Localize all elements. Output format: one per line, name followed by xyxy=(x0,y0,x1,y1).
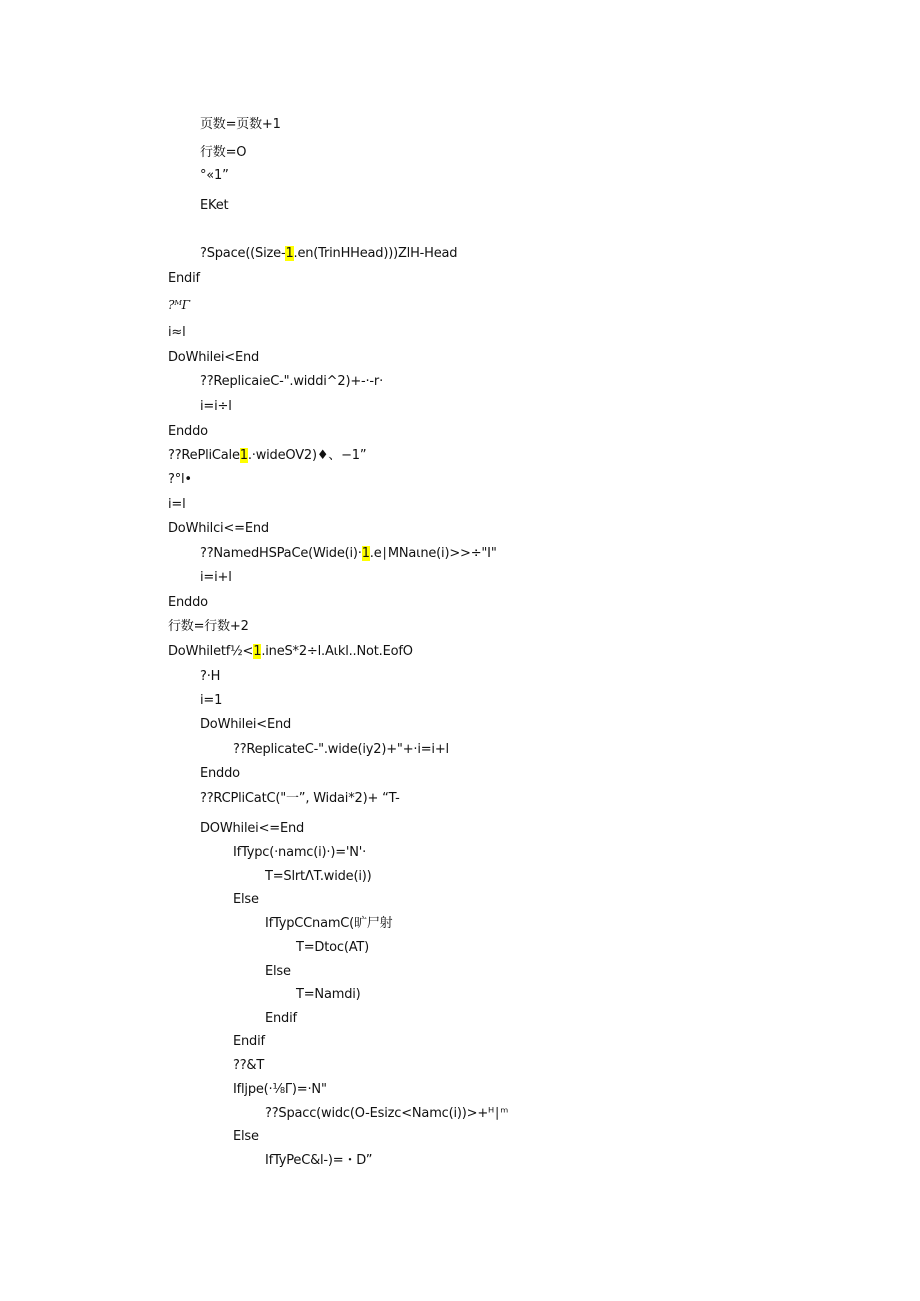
code-text: .ineS*2÷l.Aιkl..Not.EofO xyxy=(261,644,413,659)
code-text: Enddo xyxy=(168,595,208,610)
code-text: ??ReplicateC-".wide(iy2)+"+‧i=i+l xyxy=(233,742,449,757)
code-text: .‧wideOV2)♦、−1” xyxy=(247,448,367,463)
code-text: Endif xyxy=(265,1011,297,1026)
code-line xyxy=(200,197,228,215)
code-text: IfTyPeC&l-)=・D” xyxy=(265,1153,373,1168)
code-text: i=1 xyxy=(200,693,223,708)
code-line xyxy=(200,373,383,391)
code-line xyxy=(200,692,222,710)
code-line xyxy=(265,1152,372,1170)
code-line xyxy=(200,116,281,134)
code-text: ?ᴹΓ xyxy=(168,298,190,312)
code-line xyxy=(168,270,200,288)
code-text: T=SlrtΛT.wide(i)) xyxy=(265,869,372,884)
code-line xyxy=(168,447,366,465)
highlighted-text: 1 xyxy=(239,448,248,463)
code-text: ??RCPliCatC("一”, Widai*2)+ “T- xyxy=(200,791,400,806)
code-line xyxy=(233,1128,259,1146)
code-line xyxy=(265,963,291,981)
code-line xyxy=(200,398,232,416)
code-line xyxy=(168,324,186,342)
code-line xyxy=(168,520,269,538)
code-line xyxy=(296,986,361,1004)
code-text: ??Spacc(widc(O-Esizc<Namc(i))>+ᴴ∣ᵐ xyxy=(265,1106,509,1121)
code-line xyxy=(200,716,291,734)
code-text: Else xyxy=(233,892,259,907)
code-line xyxy=(168,496,186,514)
code-text: DoWhilei<End xyxy=(200,717,292,732)
code-line xyxy=(265,1105,508,1123)
code-text: ??&T xyxy=(233,1058,265,1073)
code-line xyxy=(200,790,400,808)
code-line xyxy=(168,296,190,315)
highlighted-text: 1 xyxy=(253,644,262,659)
code-text: T=Namdi) xyxy=(296,987,361,1002)
highlighted-text: 1 xyxy=(285,246,294,261)
code-line xyxy=(233,1033,265,1051)
code-line xyxy=(168,471,192,489)
code-line xyxy=(296,939,369,957)
code-line xyxy=(200,167,229,185)
code-text: i=l xyxy=(168,497,186,512)
code-text: Endif xyxy=(233,1034,265,1049)
code-text: i≈l xyxy=(168,325,186,340)
code-line xyxy=(168,594,208,612)
code-text: Endif xyxy=(168,271,200,286)
code-line xyxy=(265,1010,297,1028)
code-text: Enddo xyxy=(200,766,240,781)
highlighted-text: 1 xyxy=(361,546,370,561)
code-text: Ifljpe(‧⅛Γ)=‧N" xyxy=(233,1082,327,1097)
code-text: ??NamedHSPaCe(Wide(i)‧ xyxy=(200,546,362,561)
code-text: DoWhilci<=End xyxy=(168,521,269,536)
code-line xyxy=(200,765,240,783)
code-text: ?Space((Size- xyxy=(200,246,286,261)
code-line xyxy=(200,569,232,587)
code-text: .en(TrinHHead)))ZlH-Head xyxy=(293,246,458,261)
code-line xyxy=(200,820,304,838)
code-text: 行数=O xyxy=(200,145,247,160)
code-text: DOWhilei<=End xyxy=(200,821,305,836)
code-text: DoWhiletf½< xyxy=(168,644,254,659)
code-text: ?°l• xyxy=(168,472,192,487)
code-text: ??RePliCale xyxy=(168,448,240,463)
code-text: ??ReplicaieC-".widdi^2)+-‧-r‧ xyxy=(200,374,384,389)
code-line xyxy=(168,618,249,636)
code-line xyxy=(233,1081,327,1099)
code-line xyxy=(265,915,392,933)
code-text: DoWhilei<End xyxy=(168,350,260,365)
code-line xyxy=(233,844,366,862)
code-text: Else xyxy=(265,964,291,979)
code-line xyxy=(168,423,208,441)
code-line xyxy=(265,868,371,886)
code-text: IfTypCCnamC(旷尸射 xyxy=(265,916,393,931)
code-text: °«1” xyxy=(200,168,229,183)
code-text: ?‧H xyxy=(200,669,221,684)
code-line xyxy=(200,668,220,686)
code-text: 行数=行数+2 xyxy=(168,619,249,634)
code-line xyxy=(168,349,259,367)
code-line xyxy=(200,245,457,263)
code-line xyxy=(200,144,246,162)
code-line xyxy=(200,545,497,563)
code-text: IfTypc(‧namc(i)‧)='N'‧ xyxy=(233,845,367,860)
code-line xyxy=(233,1057,264,1075)
code-text: i=i+l xyxy=(200,570,232,585)
code-text: EKet xyxy=(200,198,229,213)
code-text: Else xyxy=(233,1129,259,1144)
code-text: Enddo xyxy=(168,424,208,439)
code-text: 页数=页数+1 xyxy=(200,117,281,132)
code-text: i=i÷l xyxy=(200,399,232,414)
code-line xyxy=(168,643,413,661)
code-line xyxy=(233,741,449,759)
code-text: T=Dtoc(AT) xyxy=(296,940,370,955)
code-line xyxy=(233,891,259,909)
code-text: .e∣MNaιne(i)>>÷"I" xyxy=(369,546,497,561)
